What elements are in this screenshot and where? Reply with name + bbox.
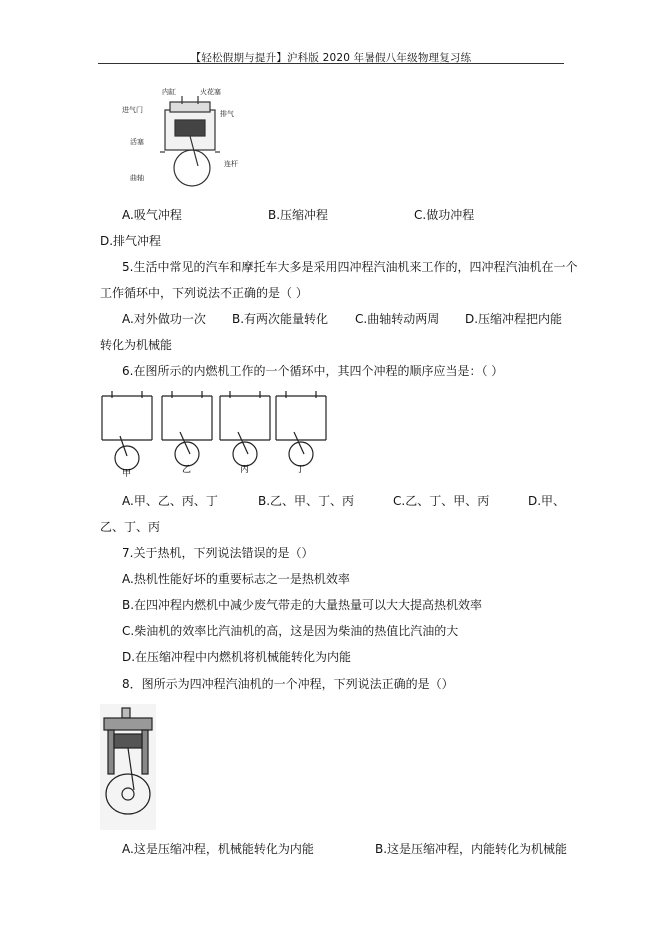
q8-stem: 8．图所示为四冲程汽油机的一个冲程，下列说法正确的是（）: [122, 677, 454, 691]
fig6-label-bing: 丙: [240, 465, 250, 475]
engine-diagram-figure: [120, 82, 260, 192]
q5-option-c: C.曲轴转动两周: [355, 312, 440, 326]
fig1-label-liangan: 连杆: [224, 160, 238, 168]
fig1-label-neigang: 内缸: [162, 88, 176, 96]
q5-option-a: A.对外做功一次: [122, 312, 206, 326]
q6-option-b: B.乙、甲、丁、丙: [258, 494, 355, 508]
q5-option-b: B.有两次能量转化: [232, 312, 329, 326]
fig6-label-jia: 甲: [122, 469, 132, 478]
fig1-label-huosai: 活塞: [130, 138, 144, 146]
q7-option-a: A.热机性能好坏的重要标志之一是热机效率: [122, 572, 350, 586]
q8-option-a: A.这是压缩冲程，机械能转化为内能: [122, 842, 314, 856]
page-header: 【轻松假期与提升】沪科版 2020 年暑假八年级物理复习练: [190, 52, 472, 64]
q5-option-d-continuation: 转化为机械能: [100, 338, 173, 352]
fig1-label-paiqi: 排气: [220, 110, 234, 118]
fig1-label-quzhou: 曲轴: [130, 174, 144, 182]
fig1-label-jinqimen: 进气门: [122, 106, 143, 114]
fig1-label-huohuasai: 火花塞: [200, 88, 221, 96]
q4-option-c: C.做功冲程: [414, 208, 475, 222]
q4-option-a: A.吸气冲程: [122, 208, 182, 222]
q4-option-b: B.压缩冲程: [268, 208, 329, 222]
q5-option-d: D.压缩冲程把内能: [465, 312, 563, 326]
q5-stem-line1: 5.生活中常见的汽车和摩托车大多是采用四冲程汽油机来工作的，四冲程汽油机在一个: [122, 260, 578, 274]
q5-stem-line2: 工作循环中，下列说法不正确的是（ ）: [100, 286, 308, 300]
q6-option-c: C.乙、丁、甲、丙: [393, 494, 490, 508]
q7-option-b: B.在四冲程内燃机中减少废气带走的大量热量可以大大提高热机效率: [122, 598, 483, 612]
q4-option-d: D.排气冲程: [100, 234, 162, 248]
q7-option-d: D.在压缩冲程中内燃机将机械能转化为内能: [122, 650, 352, 664]
engine-stroke-figure: [100, 704, 156, 830]
four-stroke-sequence-figure: [100, 388, 330, 478]
header-divider: [98, 63, 564, 64]
q6-option-d: D.甲、: [528, 494, 566, 508]
q8-option-b: B.这是压缩冲程，内能转化为机械能: [375, 842, 568, 856]
fig6-label-ding: 丁: [296, 465, 306, 475]
fig6-label-yi: 乙: [182, 465, 192, 475]
q6-option-d-continuation: 乙、丁、丙: [100, 520, 161, 534]
q7-stem: 7.关于热机，下列说法错误的是（）: [122, 546, 314, 560]
q7-option-c: C.柴油机的效率比汽油机的高，这是因为柴油的热值比汽油的大: [122, 624, 459, 638]
q6-option-a: A.甲、乙、丙、丁: [122, 494, 218, 508]
q6-stem: 6.在图所示的内燃机工作的一个循环中，其四个冲程的顺序应当是：（ ）: [122, 364, 504, 378]
